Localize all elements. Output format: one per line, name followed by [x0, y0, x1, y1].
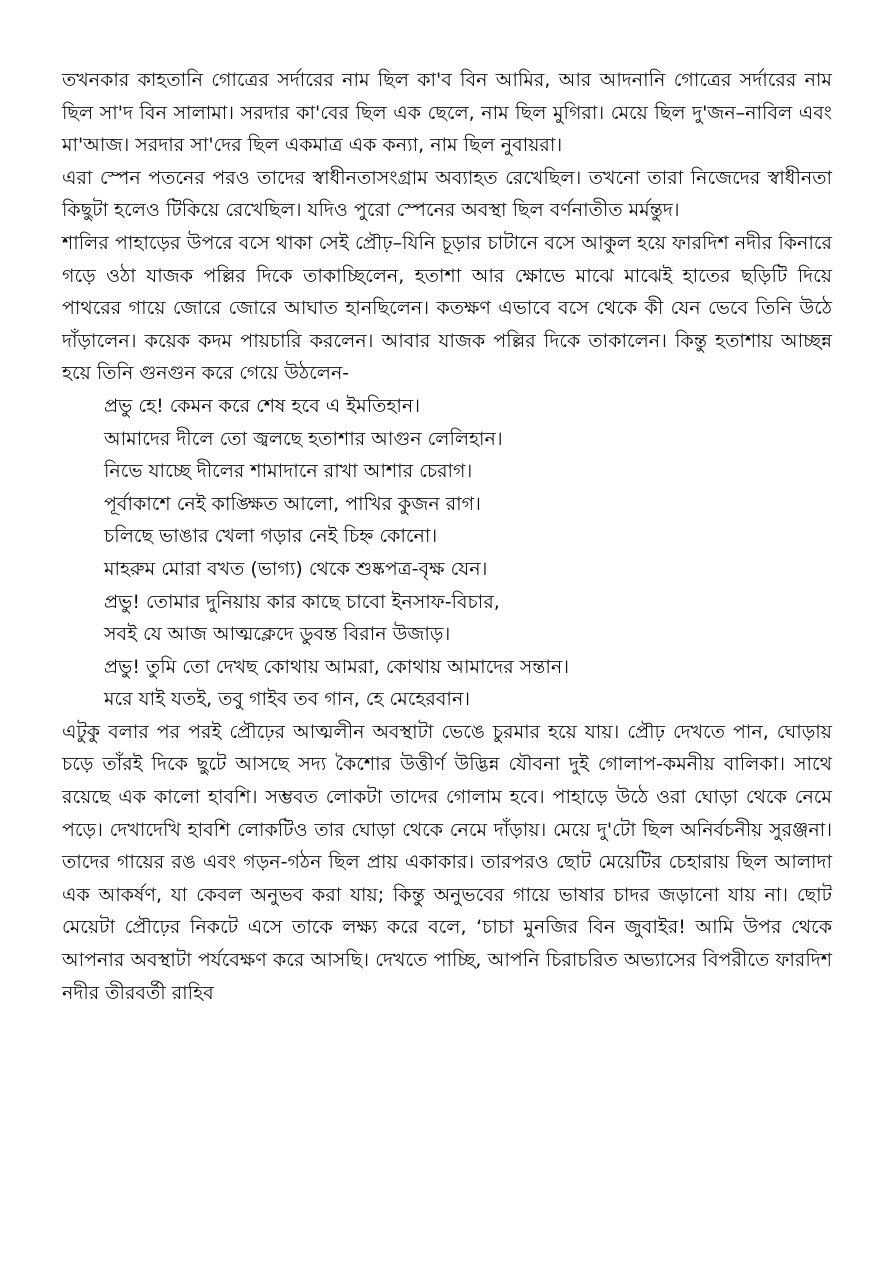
poem-line: মাহরুম মোরা বখত (ভাগ্য) থেকে শুষ্কপত্র-বৃক্ষ যেন।	[104, 557, 488, 580]
paragraph-spain: এরা স্পেন পতনের পরও তাদের স্বাধীনতাসংগ্রাম অব্যাহত রেখেছিল। তখনো তারা নিজেদের স্বাধীনতা কিছুটা হলেও টিকিয়ে রেখেছিল। যদিও পুরো স্পেনের অবস্থা ছিল বর্ণনাতীত মর্মন্তুদ।	[62, 166, 832, 222]
poem-line: প্রভু! তুমি তো দেখছ কোথায় আমরা, কোথায় আমাদের সন্তান।	[104, 655, 569, 678]
poem-line: চলিছে ভাঙার খেলা গড়ার নেই চিহ্ন কোনো।	[104, 525, 438, 548]
page-body	[62, 64, 832, 1009]
poem-line: প্রভু হে! কেমন করে শেষ হবে এ ইমতিহান।	[104, 394, 421, 417]
paragraph-arrival: এটুকু বলার পর পরই প্রৌঢ়ের আত্মলীন অবস্থাটা ভেঙে চুরমার হয়ে যায়। প্রৌঢ় দেখতে পান, ঘোড়ায় চড়ে তাঁরই দিকে ছুটে আসছে সদ্য কৈশোর উত্তীর্ণ উদ্ভিন্ন যৌবনা দুই গোলাপ-কমনীয় বালিকা। সাথে রয়েছে এক কালো হাবশি। সম্ভবত লোকটা তাদের গোলাম হবে। পাহাড়ে উঠে ওরা ঘোড়া থেকে নেমে পড়ে। দেখাদেখি হাবশি লোকটিও তার ঘোড়া থেকে নেমে দাঁড়ায়। মেয়ে দু'টো ছিল অনির্বচনীয় সুরঞ্জনা। তাদের গায়ের রঙ এবং গড়ন-গঠন ছিল প্রায় একাকার। তারপরও ছোট মেয়েটির চেহারায় ছিল আলাদা এক আকর্ষণ, যা কেবল অনুভব করা যায়; কিন্তু অনুভবের গায়ে ভাষার চাদর জড়ানো যায় না। ছোট মেয়েটা প্রৌঢ়ের নিকটে এসে তাকে লক্ষ্য করে বলে, ‘চাচা মুনজির বিন জুবাইর! আমি উপর থেকে আপনার অবস্থাটা পর্যবেক্ষণ করে আসছি। দেখতে পাচ্ছি, আপনি চিরাচরিত অভ্যাসের বিপরীতে ফারদিশ নদীর তীরবর্তী রাহিব	[62, 720, 832, 1004]
poem-line: পূর্বাকাশে নেই কাঙ্ক্ষিত আলো, পাখির কুজন রাগ।	[104, 492, 481, 515]
paragraph-elder: শালির পাহাড়ের উপরে বসে থাকা সেই প্রৌঢ়–যিনি চূড়ার চাটানে বসে আকুল হয়ে ফারদিশ নদীর কিনারে গড়ে ওঠা যাজক পল্লির দিকে তাকাচ্ছিলেন, হতাশা আর ক্ষোভে মাঝে মাঝেই হাতের ছড়িটি দিয়ে পাথরের গায়ে জোরে জোরে আঘাত হানছিলেন। কতক্ষণ এভাবে বসে থেকে কী যেন ভেবে তিনি উঠে দাঁড়ালেন। কয়েক কদম পায়চারি করলেন। আবার যাজক পল্লির দিকে তাকালেন। কিন্তু হতাশায় আচ্ছন্ন হয়ে তিনি গুনগুন করে গেয়ে উঠলেন-	[62, 231, 832, 385]
poem-line: আমাদের দীলে তো জ্বলছে হতাশার আগুন লেলিহান।	[104, 427, 503, 450]
poem-line: মরে যাই যতই, তবু গাইব তব গান, হে মেহেরবান।	[104, 688, 471, 711]
poem-line: সবই যে আজ আত্মক্লেদে ডুবন্ত বিরান উজাড়।	[104, 623, 451, 646]
poem-block	[104, 390, 832, 716]
paragraph-sardars: তখনকার কাহতানি গোত্রের সর্দারের নাম ছিল কা'ব বিন আমির, আর আদনানি গোত্রের সর্দারের নাম ছিল সা'দ বিন সালামা। সরদার কা'বের ছিল এক ছেলে, নাম ছিল মুগিরা। মেয়ে ছিল দু'জন–নাবিল এবং মা'আজ। সরদার সা'দের ছিল একমাত্র এক কন্যা, নাম ছিল নুবায়রা।	[62, 69, 832, 157]
poem-line: প্রভু! তোমার দুনিয়ায় কার কাছে চাবো ইনসাফ-বিচার,	[104, 590, 500, 613]
poem-line: নিভে যাচ্ছে দীলের শামাদানে রাখা আশার চেরাগ।	[104, 460, 473, 483]
